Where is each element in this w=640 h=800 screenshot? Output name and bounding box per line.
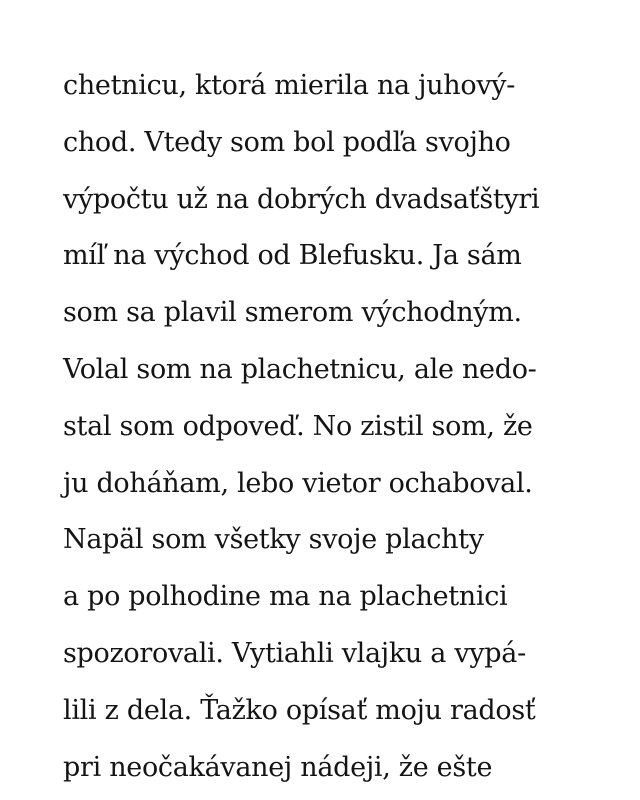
text-line: ju doháňam, lebo vietor ochaboval. [63,467,533,499]
text-line: chetnicu, ktorá mierila na juhový- [63,70,516,101]
text-line: Volal som na plachetnicu, ale nedo- [63,353,537,385]
text-line: a po polhodine ma na plachetnici [63,581,508,613]
text-line: Napäl som všetky svoje plachty [63,524,484,556]
text-line: pri neočakávanej nádeji, že ešte [63,751,493,783]
text-line: chod. Vtedy som bol podľa svojho [63,126,511,158]
text-line: som sa plavil smerom východným. [63,297,522,329]
text-line: výpočtu už na dobrých dvadsaťštyri [63,183,540,215]
body-text [63,58,623,796]
text-line: spozorovali. Vytiahli vlajku a vypá- [63,637,526,669]
text-line: lili z dela. Ťažko opísať moju radosť [63,694,536,726]
text-line: míľ na východ od Blefusku. Ja sám [63,240,522,272]
text-line: stal som odpoveď. No zistil som, že [63,410,533,442]
